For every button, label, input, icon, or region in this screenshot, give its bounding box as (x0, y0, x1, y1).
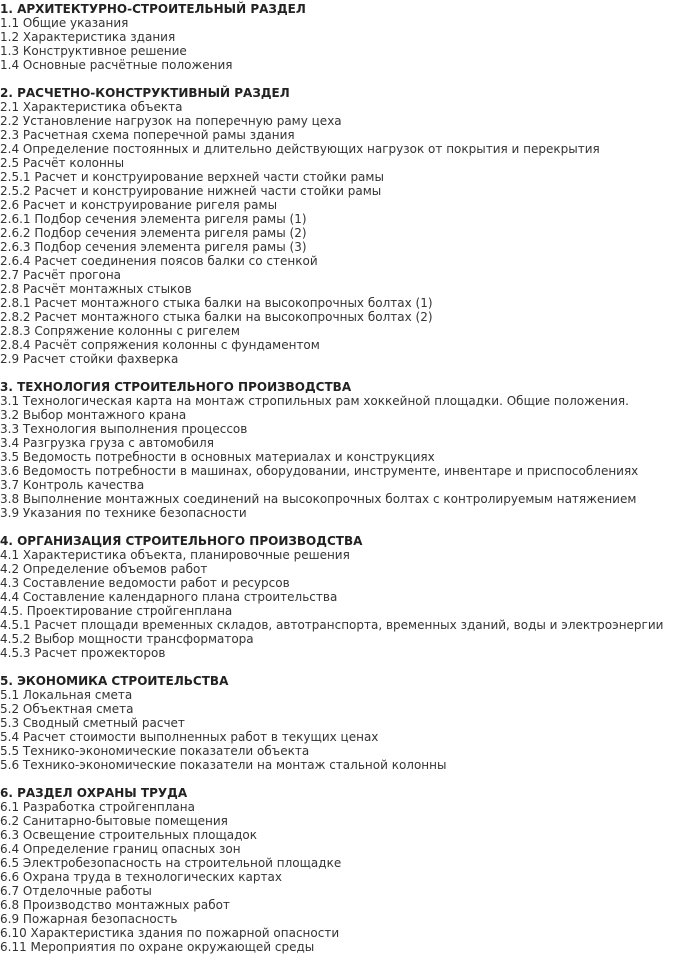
toc-item: 5.2 Объектная смета (0, 702, 134, 716)
toc-item: 1.1 Общие указания (0, 16, 129, 30)
toc-item: 2.5 Расчёт колонны (0, 156, 125, 170)
toc-item: 2.6 Расчет и конструирование ригеля рамы (0, 198, 278, 212)
toc-item: 6.5 Электробезопасность на строительной площадке (0, 856, 342, 870)
toc-item: 5.3 Сводный сметный расчет (0, 716, 185, 730)
section-title: 1. АРХИТЕКТУРНО-СТРОИТЕЛЬНЫЙ РАЗДЕЛ (0, 2, 306, 16)
toc-item: 6.6 Охрана труда в технологических картах (0, 870, 282, 884)
toc-item: 5.6 Технико-экономические показатели на монтаж стальной колонны (0, 758, 447, 772)
toc-item: 2.6.4 Расчет соединения поясов балки со стенкой (0, 254, 318, 268)
toc-item: 3.3 Технология выполнения процессов (0, 422, 248, 436)
toc-section (0, 674, 700, 772)
section-title: 6. РАЗДЕЛ ОХРАНЫ ТРУДА (0, 786, 188, 800)
toc-item: 4.5.2 Выбор мощности трансформатора (0, 632, 254, 646)
section-title: 5. ЭКОНОМИКА СТРОИТЕЛЬСТВА (0, 674, 229, 688)
toc-item: 6.1 Разработка стройгенплана (0, 800, 195, 814)
toc-item: 6.4 Определение границ опасных зон (0, 842, 241, 856)
toc-section (0, 2, 700, 72)
toc-item: 2.8 Расчёт монтажных стыков (0, 282, 192, 296)
toc-item: 6.7 Отделочные работы (0, 884, 152, 898)
section-title: 4. ОРГАНИЗАЦИЯ СТРОИТЕЛЬНОГО ПРОИЗВОДСТВА (0, 534, 363, 548)
toc-section (0, 380, 700, 520)
section-title: 2. РАСЧЕТНО-КОНСТРУКТИВНЫЙ РАЗДЕЛ (0, 86, 290, 100)
toc-item: 6.11 Мероприятия по охране окружающей среды (0, 940, 315, 954)
toc-item: 1.4 Основные расчётные положения (0, 58, 233, 72)
toc-item: 2.8.2 Расчет монтажного стыка балки на высокопрочных болтах (2) (0, 310, 433, 324)
toc-item: 3.7 Контроль качества (0, 478, 145, 492)
toc-section (0, 534, 700, 660)
toc-item: 3.1 Технологическая карта на монтаж стропильных рам хоккейной площадки. Общие положения. (0, 394, 629, 408)
toc-item: 3.5 Ведомость потребности в основных материалах и конструкциях (0, 450, 435, 464)
toc-item: 4.5. Проектирование стройгенплана (0, 604, 233, 618)
toc-item: 6.9 Пожарная безопасность (0, 912, 178, 926)
toc-item: 5.5 Технико-экономические показатели объекта (0, 744, 310, 758)
toc-item: 2.8.4 Расчёт сопряжения колонны с фундаментом (0, 338, 320, 352)
toc-item: 4.3 Составление ведомости работ и ресурсов (0, 576, 290, 590)
toc-item: 2.9 Расчет стойки фахверка (0, 352, 179, 366)
toc-item: 4.1 Характеристика объекта, планировочные решения (0, 548, 350, 562)
toc-item: 6.3 Освещение строительных площадок (0, 828, 258, 842)
toc-item: 2.8.1 Расчет монтажного стыка балки на высокопрочных болтах (1) (0, 296, 433, 310)
toc-item: 2.2 Установление нагрузок на поперечную раму цеха (0, 114, 342, 128)
toc-item: 2.5.1 Расчет и конструирование верхней части стойки рамы (0, 170, 384, 184)
toc-item: 3.9 Указания по технике безопасности (0, 506, 247, 520)
toc-item: 2.5.2 Расчет и конструирование нижней части стойки рамы (0, 184, 382, 198)
toc-item: 2.4 Определение постоянных и длительно действующих нагрузок от покрытия и перекрытия (0, 142, 600, 156)
toc-item: 3.8 Выполнение монтажных соединений на высокопрочных болтах с контролируемым натяжением (0, 492, 637, 506)
toc-item: 1.2 Характеристика здания (0, 30, 176, 44)
toc-item: 4.5.1 Расчет площади временных складов, автотранспорта, временных зданий, воды и электроэнергии (0, 618, 664, 632)
toc-item: 2.1 Характеристика объекта (0, 100, 183, 114)
toc-item: 6.8 Производство монтажных работ (0, 898, 230, 912)
section-title: 3. ТЕХНОЛОГИЯ СТРОИТЕЛЬНОГО ПРОИЗВОДСТВА (0, 380, 352, 394)
toc-item: 4.4 Составление календарного плана строительства (0, 590, 338, 604)
toc-section (0, 86, 700, 366)
toc-item: 4.5.3 Расчет прожекторов (0, 646, 166, 660)
toc-item: 2.6.3 Подбор сечения элемента ригеля рамы (3) (0, 240, 307, 254)
toc-item: 4.2 Определение объемов работ (0, 562, 208, 576)
toc-item: 3.6 Ведомость потребности в машинах, оборудовании, инструменте, инвентаре и приспособлениях (0, 464, 639, 478)
toc-item: 6.10 Характеристика здания по пожарной опасности (0, 926, 340, 940)
toc-item: 2.6.1 Подбор сечения элемента ригеля рамы (1) (0, 212, 307, 226)
toc-item: 6.2 Санитарно-бытовые помещения (0, 814, 228, 828)
toc-item: 5.4 Расчет стоимости выполненных работ в текущих ценах (0, 730, 379, 744)
toc-item: 5.1 Локальная смета (0, 688, 133, 702)
toc-item: 3.4 Разгрузка груза с автомобиля (0, 436, 214, 450)
toc-item: 3.2 Выбор монтажного крана (0, 408, 187, 422)
toc-item: 1.3 Конструктивное решение (0, 44, 187, 58)
toc-item: 2.8.3 Сопряжение колонны с ригелем (0, 324, 240, 338)
toc-item: 2.7 Расчёт прогона (0, 268, 122, 282)
toc-item: 2.3 Расчетная схема поперечной рамы здания (0, 128, 295, 142)
toc-item: 2.6.2 Подбор сечения элемента ригеля рамы (2) (0, 226, 307, 240)
toc-section (0, 786, 700, 954)
